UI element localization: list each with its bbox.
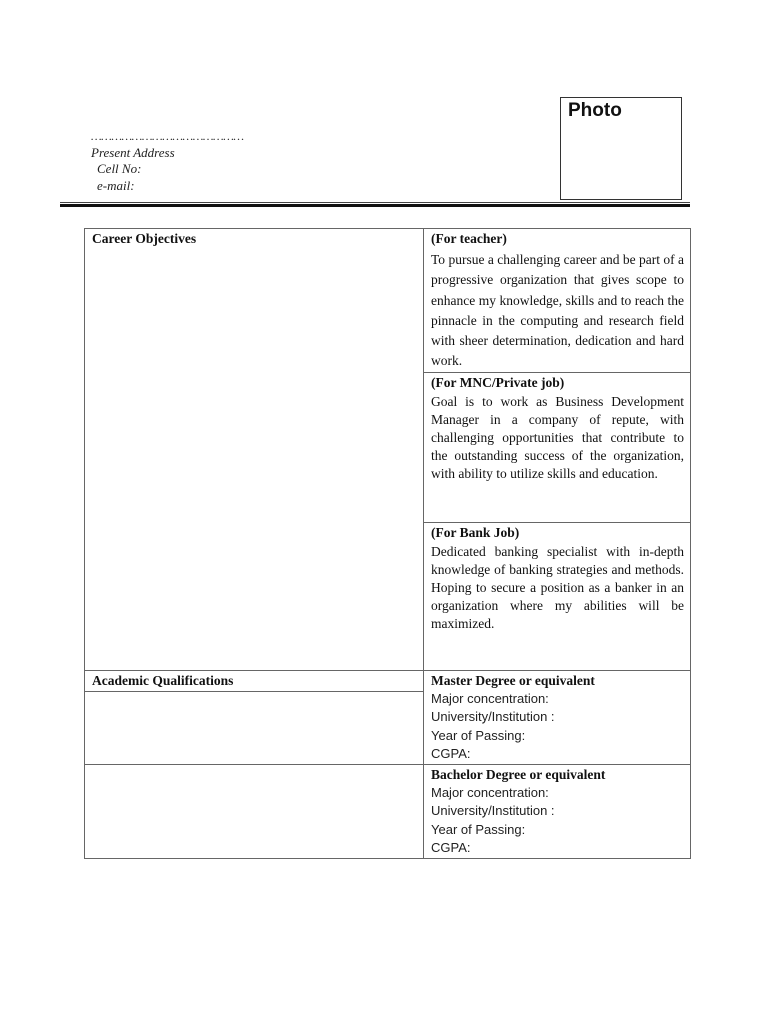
photo-label: Photo (568, 100, 622, 121)
master-degree-cell (424, 670, 691, 764)
email-label: e-mail: (97, 177, 135, 193)
master-university: University/Institution : (431, 709, 555, 725)
mnc-text: Goal is to work as Business Development Manager in a company of repute, with challenging opportunities that contribute to the outstanding success of the organization, with ability to utilize skills and education. (431, 393, 684, 481)
cell-no-label: Cell No: (97, 161, 142, 176)
present-address-label: Present Address (91, 144, 175, 160)
bachelor-major: Major concentration: (431, 784, 549, 800)
mnc-heading: (For MNC/Private job) (431, 374, 565, 390)
bank-heading: (For Bank Job) (431, 524, 520, 540)
academic-master-row (85, 670, 691, 764)
mnc-objective-cell (424, 372, 691, 522)
cv-table (84, 228, 691, 859)
master-major: Major concentration: (431, 690, 549, 706)
master-year: Year of Passing: (431, 727, 526, 743)
name-placeholder: ……………………………………… (91, 129, 244, 143)
career-objectives-label: Career Objectives (92, 231, 197, 246)
master-heading: Master Degree or equivalent (431, 672, 595, 688)
academic-label-cell (85, 670, 424, 764)
academic-bachelor-row (85, 764, 691, 858)
photo-box (560, 97, 682, 200)
career-teacher-row (85, 229, 691, 373)
header-rule-thin (60, 202, 690, 203)
teacher-text: To pursue a challenging career and be part of a progressive organization that gives scope to enhance my knowledge, skills and to reach the pinnacle in the computing and research field with sheer determination, dedication and hard work. (431, 252, 684, 369)
bachelor-university: University/Institution : (431, 803, 555, 819)
contact-header (91, 128, 244, 194)
bachelor-heading: Bachelor Degree or equivalent (431, 766, 606, 782)
bachelor-degree-cell (424, 764, 691, 858)
academic-qualifications-label: Academic Qualifications (85, 671, 423, 692)
bachelor-cgpa: CGPA: (431, 840, 471, 856)
header-rule-thick (60, 204, 690, 207)
bachelor-year: Year of Passing: (431, 821, 526, 837)
master-cgpa: CGPA: (431, 746, 471, 762)
academic-empty-cell (85, 764, 424, 858)
career-objectives-cell (85, 229, 424, 671)
teacher-heading: (For teacher) (431, 231, 507, 246)
bank-objective-cell (424, 522, 691, 670)
bank-text: Dedicated banking specialist with in-depth knowledge of banking strategies and methods. Hoping to secure a position as a banker in an organization where my abilities will be maximized. (431, 543, 684, 631)
teacher-objective-cell (424, 229, 691, 373)
